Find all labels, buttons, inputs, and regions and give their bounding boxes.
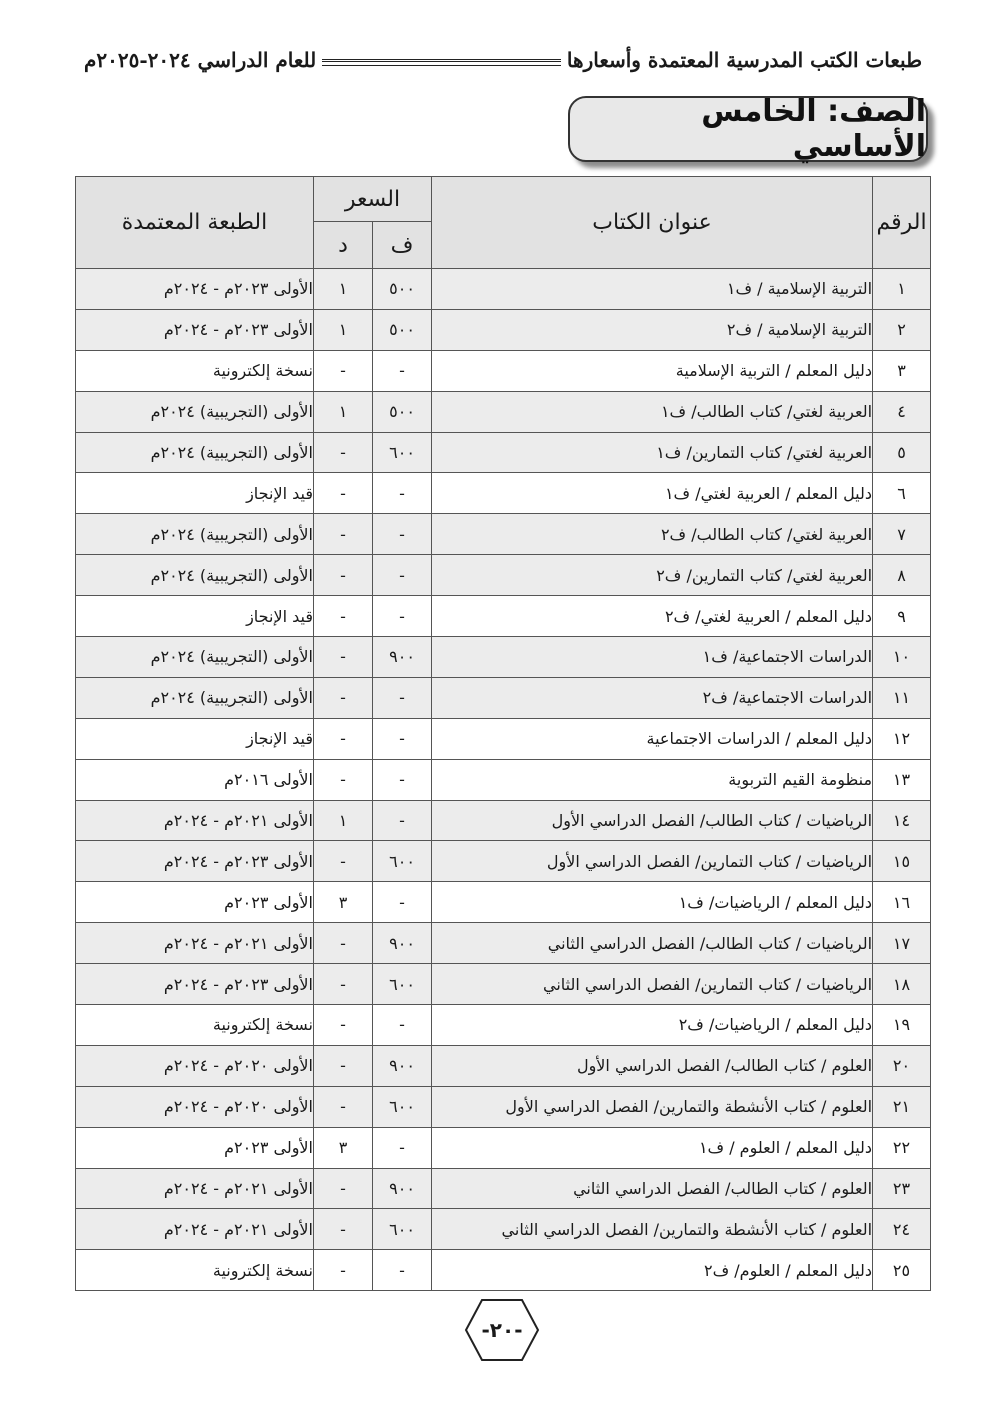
- cell-title: دليل المعلم / الرياضيات/ ف١: [432, 882, 873, 923]
- cell-num: ٦: [873, 473, 931, 514]
- cell-num: ١٤: [873, 800, 931, 841]
- cell-price-d: -: [314, 1045, 373, 1086]
- table-row: [76, 391, 931, 432]
- cell-price-d: -: [314, 596, 373, 637]
- cell-title: دليل المعلم / التربية الإسلامية: [432, 350, 873, 391]
- cell-price-f: ٩٠٠: [373, 923, 432, 964]
- cell-title: دليل المعلم / العربية لغتي/ ف١: [432, 473, 873, 514]
- cell-price-f: ٦٠٠: [373, 841, 432, 882]
- table-row: [76, 1045, 931, 1086]
- table-row: [76, 473, 931, 514]
- table-row: [76, 1005, 931, 1046]
- cell-price-d: -: [314, 514, 373, 555]
- cell-edition: نسخة إلكترونية: [76, 1005, 314, 1046]
- cell-title: العلوم / كتاب الطالب/ الفصل الدراسي الثاني: [432, 1168, 873, 1209]
- cell-price-f: -: [373, 677, 432, 718]
- header-year: للعام الدراسي ٢٠٢٤-٢٠٢٥م: [84, 48, 317, 72]
- cell-edition: الأولى (التجريبية) ٢٠٢٤م: [76, 514, 314, 555]
- cell-price-f: ٦٠٠: [373, 964, 432, 1005]
- cell-title: دليل المعلم / العلوم / ف١: [432, 1127, 873, 1168]
- cell-title: العربية لغتي/ كتاب التمارين/ ف٢: [432, 555, 873, 596]
- cell-edition: الأولى ٢٠٢٣م - ٢٠٢٤م: [76, 309, 314, 350]
- cell-num: ٨: [873, 555, 931, 596]
- table-row: [76, 1209, 931, 1250]
- cell-num: ٤: [873, 391, 931, 432]
- table-row: [76, 555, 931, 596]
- cell-edition: قيد الإنجاز: [76, 718, 314, 759]
- cell-price-d: -: [314, 473, 373, 514]
- cell-title: الرياضيات / كتاب التمارين/ الفصل الدراسي الأول: [432, 841, 873, 882]
- cell-title: الرياضيات / كتاب الطالب/ الفصل الدراسي الثاني: [432, 923, 873, 964]
- cell-title: العربية لغتي/ كتاب الطالب/ ف١: [432, 391, 873, 432]
- table-row: [76, 882, 931, 923]
- page-number-text: -٢٠-: [481, 1318, 523, 1342]
- cell-price-d: -: [314, 1168, 373, 1209]
- cell-price-d: -: [314, 1005, 373, 1046]
- cell-edition: الأولى ٢٠٢١م - ٢٠٢٤م: [76, 923, 314, 964]
- cell-edition: الأولى ٢٠١٦م: [76, 759, 314, 800]
- cell-price-d: -: [314, 1086, 373, 1127]
- cell-title: العربية لغتي/ كتاب التمارين/ ف١: [432, 432, 873, 473]
- cell-title: العلوم / كتاب الأنشطة والتمارين/ الفصل الدراسي الثاني: [432, 1209, 873, 1250]
- cell-num: ٩: [873, 596, 931, 637]
- cell-price-f: -: [373, 759, 432, 800]
- cell-price-d: -: [314, 432, 373, 473]
- table-row: [76, 964, 931, 1005]
- cell-price-d: ٣: [314, 1127, 373, 1168]
- cell-num: ١٠: [873, 637, 931, 678]
- cell-num: ٢: [873, 309, 931, 350]
- table-row: [76, 841, 931, 882]
- cell-num: ٢٢: [873, 1127, 931, 1168]
- cell-edition: الأولى ٢٠٢٣م - ٢٠٢٤م: [76, 269, 314, 310]
- cell-price-d: -: [314, 677, 373, 718]
- cell-price-d: -: [314, 350, 373, 391]
- cell-title: الدراسات الاجتماعية/ ف١: [432, 637, 873, 678]
- cell-price-d: ٣: [314, 882, 373, 923]
- cell-title: التربية الإسلامية / ف١: [432, 269, 873, 310]
- table-row: [76, 1250, 931, 1291]
- cell-price-f: ٥٠٠: [373, 391, 432, 432]
- cell-num: ٢٠: [873, 1045, 931, 1086]
- cell-num: ١: [873, 269, 931, 310]
- cell-price-d: ١: [314, 309, 373, 350]
- cell-num: ١٩: [873, 1005, 931, 1046]
- cell-price-d: -: [314, 841, 373, 882]
- cell-num: ٥: [873, 432, 931, 473]
- table-row: [76, 1127, 931, 1168]
- table-row: [76, 269, 931, 310]
- cell-title: العلوم / كتاب الأنشطة والتمارين/ الفصل الدراسي الأول: [432, 1086, 873, 1127]
- cell-num: ١١: [873, 677, 931, 718]
- header-price-d: د: [314, 222, 373, 269]
- cell-edition: الأولى (التجريبية) ٢٠٢٤م: [76, 391, 314, 432]
- cell-num: ٧: [873, 514, 931, 555]
- cell-edition: الأولى ٢٠٢٣م - ٢٠٢٤م: [76, 841, 314, 882]
- table-row: [76, 1168, 931, 1209]
- cell-title: دليل المعلم / الدراسات الاجتماعية: [432, 718, 873, 759]
- cell-num: ١٧: [873, 923, 931, 964]
- cell-num: ٢٣: [873, 1168, 931, 1209]
- cell-edition: قيد الإنجاز: [76, 596, 314, 637]
- cell-title: الدراسات الاجتماعية/ ف٢: [432, 677, 873, 718]
- cell-num: ١٢: [873, 718, 931, 759]
- cell-edition: الأولى ٢٠٢٣م: [76, 1127, 314, 1168]
- cell-title: العربية لغتي/ كتاب الطالب/ ف٢: [432, 514, 873, 555]
- cell-edition: الأولى (التجريبية) ٢٠٢٤م: [76, 432, 314, 473]
- cell-num: ٢١: [873, 1086, 931, 1127]
- table-row: [76, 596, 931, 637]
- cell-price-f: -: [373, 718, 432, 759]
- cell-price-f: ٥٠٠: [373, 269, 432, 310]
- cell-title: الرياضيات / كتاب التمارين/ الفصل الدراسي الثاني: [432, 964, 873, 1005]
- cell-title: دليل المعلم / العربية لغتي/ ف٢: [432, 596, 873, 637]
- cell-edition: الأولى ٢٠٢٠م - ٢٠٢٤م: [76, 1045, 314, 1086]
- cell-price-f: -: [373, 800, 432, 841]
- cell-title: دليل المعلم / العلوم/ ف٢: [432, 1250, 873, 1291]
- cell-price-d: ١: [314, 391, 373, 432]
- cell-title: منظومة القيم التربوية: [432, 759, 873, 800]
- cell-num: ١٦: [873, 882, 931, 923]
- table-row: [76, 718, 931, 759]
- table-body: [76, 269, 931, 1291]
- cell-price-f: -: [373, 1005, 432, 1046]
- cell-num: ١٥: [873, 841, 931, 882]
- cell-price-f: -: [373, 473, 432, 514]
- cell-price-d: -: [314, 964, 373, 1005]
- cell-price-d: -: [314, 637, 373, 678]
- cell-edition: نسخة إلكترونية: [76, 1250, 314, 1291]
- cell-price-d: -: [314, 1209, 373, 1250]
- cell-price-f: -: [373, 350, 432, 391]
- header-num: الرقم: [873, 177, 931, 269]
- cell-title: دليل المعلم / الرياضيات/ ف٢: [432, 1005, 873, 1046]
- table-row: [76, 923, 931, 964]
- table-row: [76, 637, 931, 678]
- header-price: السعر: [314, 177, 432, 222]
- cell-title: العلوم / كتاب الطالب/ الفصل الدراسي الأول: [432, 1045, 873, 1086]
- cell-price-f: ٩٠٠: [373, 1045, 432, 1086]
- header-rule: [322, 59, 561, 66]
- cell-edition: الأولى (التجريبية) ٢٠٢٤م: [76, 637, 314, 678]
- cell-price-f: ٥٠٠: [373, 309, 432, 350]
- page-number: [464, 1298, 540, 1362]
- header-price-f: ف: [373, 222, 432, 269]
- cell-price-d: -: [314, 555, 373, 596]
- table-row: [76, 432, 931, 473]
- header-title: طبعات الكتب المدرسية المعتمدة وأسعارها: [566, 48, 922, 72]
- cell-edition: قيد الإنجاز: [76, 473, 314, 514]
- cell-price-f: -: [373, 1127, 432, 1168]
- cell-edition: الأولى (التجريبية) ٢٠٢٤م: [76, 555, 314, 596]
- cell-price-f: ٦٠٠: [373, 1209, 432, 1250]
- cell-price-f: ٩٠٠: [373, 637, 432, 678]
- cell-edition: الأولى ٢٠٢١م - ٢٠٢٤م: [76, 800, 314, 841]
- table-row: [76, 309, 931, 350]
- cell-edition: الأولى (التجريبية) ٢٠٢٤م: [76, 677, 314, 718]
- header-edition: الطبعة المعتمدة: [76, 177, 314, 269]
- table-row: [76, 1086, 931, 1127]
- cell-edition: نسخة إلكترونية: [76, 350, 314, 391]
- cell-num: ١٣: [873, 759, 931, 800]
- cell-price-f: ٦٠٠: [373, 1086, 432, 1127]
- cell-price-f: ٦٠٠: [373, 432, 432, 473]
- cell-price-f: -: [373, 555, 432, 596]
- cell-edition: الأولى ٢٠٢٠م - ٢٠٢٤م: [76, 1086, 314, 1127]
- cell-price-d: -: [314, 759, 373, 800]
- cell-edition: الأولى ٢٠٢٣م: [76, 882, 314, 923]
- grade-title-box: [568, 96, 928, 162]
- table-row: [76, 759, 931, 800]
- cell-price-f: -: [373, 514, 432, 555]
- cell-price-f: -: [373, 1250, 432, 1291]
- table-row: [76, 350, 931, 391]
- page-header: [84, 38, 922, 82]
- cell-num: ٢٤: [873, 1209, 931, 1250]
- cell-edition: الأولى ٢٠٢١م - ٢٠٢٤م: [76, 1209, 314, 1250]
- cell-price-d: -: [314, 1250, 373, 1291]
- cell-num: ١٨: [873, 964, 931, 1005]
- cell-title: التربية الإسلامية / ف٢: [432, 309, 873, 350]
- books-table: [75, 176, 931, 1291]
- cell-price-f: -: [373, 596, 432, 637]
- cell-price-f: ٩٠٠: [373, 1168, 432, 1209]
- cell-num: ٣: [873, 350, 931, 391]
- cell-price-f: -: [373, 882, 432, 923]
- table-row: [76, 514, 931, 555]
- cell-price-d: ١: [314, 269, 373, 310]
- cell-price-d: -: [314, 923, 373, 964]
- cell-title: الرياضيات / كتاب الطالب/ الفصل الدراسي الأول: [432, 800, 873, 841]
- table-row: [76, 677, 931, 718]
- cell-price-d: -: [314, 718, 373, 759]
- cell-edition: الأولى ٢٠٢٣م - ٢٠٢٤م: [76, 964, 314, 1005]
- cell-price-d: ١: [314, 800, 373, 841]
- header-title: عنوان الكتاب: [432, 177, 873, 269]
- cell-num: ٢٥: [873, 1250, 931, 1291]
- table-row: [76, 800, 931, 841]
- grade-title: الصف: الخامس الأساسي: [701, 94, 926, 164]
- cell-edition: الأولى ٢٠٢١م - ٢٠٢٤م: [76, 1168, 314, 1209]
